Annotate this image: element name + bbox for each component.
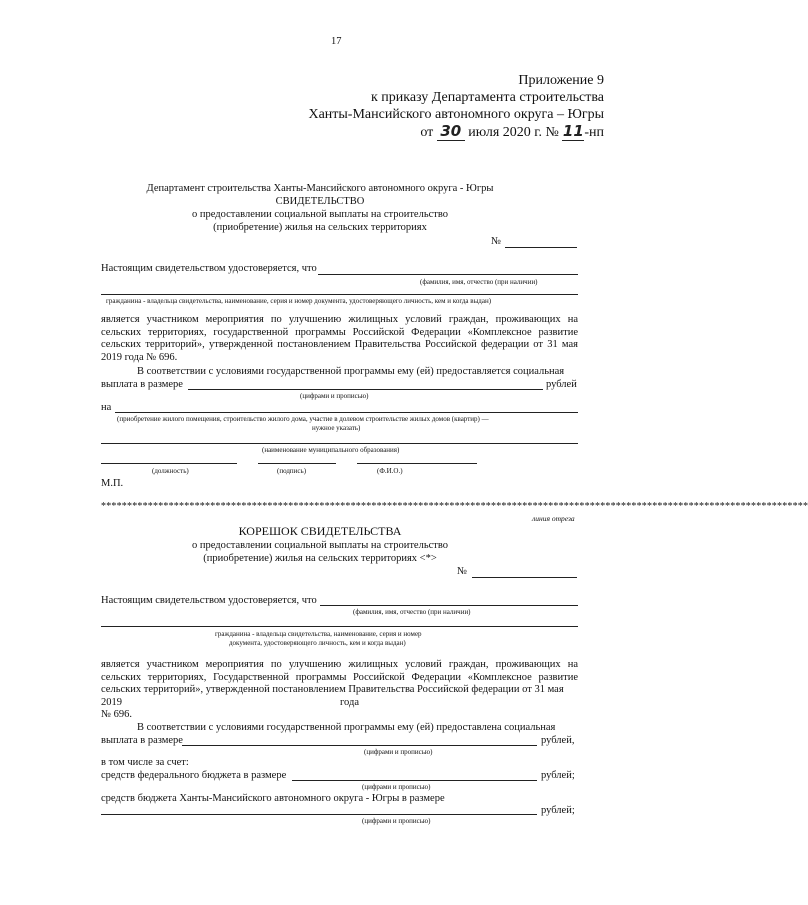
stub-subtitle-1: о предоставлении социальной выплаты на строительство [192, 540, 448, 551]
certificate-number-label: № [491, 236, 502, 247]
appendix-line-3: Ханты-Мансийского автономного округа – Югры [308, 107, 604, 122]
purpose-field[interactable] [115, 412, 578, 413]
purpose-caption-2: нужное указать) [312, 424, 361, 432]
page-number: 17 [331, 36, 342, 47]
position-field[interactable] [101, 463, 237, 464]
stub-citizen-caption-2: документа, удостоверяющего личность, кем и когда выдан) [229, 639, 406, 647]
stub-fio-caption: (фамилия, имя, отчество (при наличии) [353, 608, 471, 616]
federal-caption: (цифрами и прописью) [362, 783, 431, 791]
municipal-caption: (наименование муниципального образования) [262, 446, 400, 454]
stub-number-label: № [457, 566, 468, 577]
stub-number-field[interactable] [472, 577, 577, 578]
citizen-caption: гражданина - владельца свидетельства, наименование, серия и номер документа, удостоверяющего личность, кем и когда выдан) [106, 297, 492, 305]
purpose-label: на [101, 402, 112, 413]
stub-year-word: года [340, 697, 359, 708]
stub-rubles-label: рублей, [541, 735, 575, 746]
stub-citizen-field[interactable] [101, 626, 578, 627]
fio-short-caption: (Ф.И.О.) [377, 467, 403, 475]
stub-amount-field[interactable] [182, 745, 537, 746]
dept-title: Департамент строительства Ханты-Мансийского автономного округа - Югры [146, 183, 494, 194]
amount-caption: (цифрами и прописью) [300, 392, 369, 400]
stub-decree-number: № 696. [101, 709, 133, 720]
certificate-subtitle-2: (приобретение) жилья на сельских территориях [213, 222, 427, 233]
stub-title: КОРЕШОК СВИДЕТЕЛЬСТВА [238, 524, 402, 538]
regional-amount-field[interactable] [101, 814, 537, 815]
regional-caption: (цифрами и прописью) [362, 817, 431, 825]
fio-field[interactable] [318, 274, 578, 275]
stub-fio-field[interactable] [320, 605, 578, 606]
regional-rubles-label: рублей; [541, 805, 575, 816]
signature-caption: (подпись) [277, 467, 307, 475]
certificate-subtitle-1: о предоставлении социальной выплаты на строительство [192, 209, 448, 220]
participant-text: является участником мероприятия по улучшению жилищных условий граждан, проживающих на сельских территориях, государственной программы Российской Федерации «Комплексное развитие сельских территорий», утвержденной постановлением Правительства Российской федерации от 31 мая 2019 года № 696. [101, 314, 578, 363]
citizen-field[interactable] [101, 294, 578, 295]
certificate-number-field[interactable] [505, 247, 577, 248]
federal-amount-field[interactable] [292, 780, 537, 781]
municipal-field[interactable] [101, 443, 578, 444]
amount-label: выплата в размере [101, 379, 183, 390]
amount-field[interactable] [188, 389, 543, 390]
cut-line: **************************************************************************************************************************************** [101, 501, 808, 512]
certify-text: Настоящим свидетельством удостоверяется, что [101, 263, 317, 274]
signature-field[interactable] [258, 463, 336, 464]
rubles-label: рублей [546, 379, 577, 390]
stub-amount-caption: (цифрами и прописью) [364, 748, 433, 756]
appendix-line-2: к приказу Департамента строительства [370, 90, 604, 105]
regional-label: средств бюджета Ханты-Мансийского автономного округа - Югры в размере [101, 793, 445, 804]
stub-certify-text: Настоящим свидетельством удостоверяется, что [101, 595, 317, 606]
appendix-header [308, 72, 604, 141]
stub-citizen-caption-1: гражданина - владельца свидетельства, наименование, серия и номер [215, 630, 422, 638]
stub-year: 2019 [101, 697, 122, 708]
stamp-label: М.П. [101, 478, 124, 489]
stub-accordance-text: В соответствии с условиями государственной программы ему (ей) предоставлена социальная [137, 722, 556, 733]
appendix-line-1: Приложение 9 [518, 73, 604, 88]
purpose-caption-1: (приобретение жилого помещения, строительство жилого дома, участие в долевом строительстве жилых домов (квартир) — [117, 415, 489, 423]
certificate-title: СВИДЕТЕЛЬСТВО [275, 196, 365, 207]
fio-caption: (фамилия, имя, отчество (при наличии) [420, 278, 538, 286]
federal-label: средств федерального бюджета в размере [101, 770, 287, 781]
federal-rubles-label: рублей; [541, 770, 575, 781]
position-caption: (должность) [152, 467, 189, 475]
accordance-text: В соответствии с условиями государственной программы ему (ей) предоставляется социальная [137, 366, 565, 377]
stub-subtitle-2: (приобретение) жилья на сельских территориях <*> [203, 553, 437, 564]
cut-line-label: линия отреза [532, 514, 575, 523]
stub-amount-label: выплата в размере [101, 735, 183, 746]
fio-short-field[interactable] [357, 463, 477, 464]
stub-participant-text: является участником мероприятия по улучшению жилищных условий граждан, проживающих на сельских территориях, Государственной программы Российской Федерации «Комплексное развитие сельских территорий», утвержденной постановлением Правительства Российской федерации от 31 мая [101, 659, 578, 695]
order-day: 30 [437, 123, 465, 141]
stub-including: в том числе за счет: [101, 757, 189, 768]
appendix-line-4: от 30 июля 2020 г. № 11-нп [420, 122, 604, 140]
order-number: 11 [562, 122, 584, 140]
